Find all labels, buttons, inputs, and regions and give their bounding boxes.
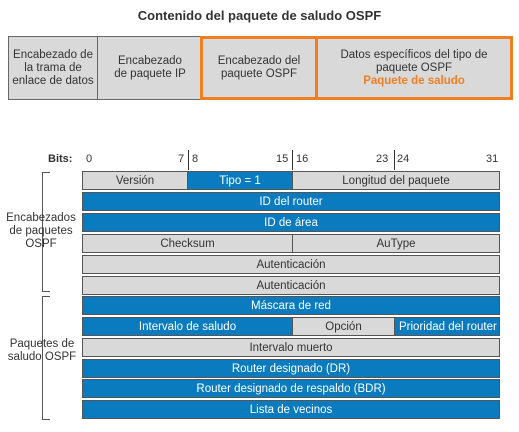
- bit-23: 23: [376, 153, 389, 165]
- ospf-header-box: Encabezado del paquete OSPF: [200, 36, 318, 100]
- bit-0: 0: [86, 153, 93, 165]
- bit-divider-16: [292, 150, 293, 170]
- bit-24: 24: [397, 153, 410, 165]
- router-id-field: ID del router: [82, 192, 500, 211]
- neighbor-list-field: Lista de vecinos: [82, 400, 500, 419]
- bit-16: 16: [296, 153, 309, 165]
- netmask-field: Máscara de red: [82, 296, 500, 315]
- bit-divider-24: [394, 150, 395, 170]
- backup-designated-router-field: Router designado de respaldo (BDR): [82, 379, 500, 398]
- bit-8: 8: [192, 153, 199, 165]
- area-id-field: ID de área: [82, 213, 500, 232]
- frame-header-box: Encabezado de la trama de enlace de datos: [8, 36, 98, 100]
- authentication-field-2: Autenticación: [82, 276, 500, 295]
- ospf-data-box: [315, 36, 513, 100]
- packet-length-field: Longitud del paquete: [292, 171, 500, 190]
- ip-header-box: Encabezado de paquete IP: [97, 36, 203, 100]
- checksum-field: Checksum: [82, 234, 293, 253]
- version-field: Versión: [82, 171, 188, 190]
- ospf-data-label: Datos específicos del tipo de paquete OSPF: [340, 48, 488, 74]
- autype-field: AuType: [292, 234, 500, 253]
- hello-packets-label: Paquetes de saludo OSPF: [7, 338, 77, 363]
- bits-label: Bits:: [48, 153, 73, 165]
- bit-divider-8: [188, 150, 189, 170]
- option-field: Opción: [292, 317, 395, 336]
- ospf-headers-label: Encabezados de paquetes OSPF: [6, 212, 76, 250]
- router-priority-field: Prioridad del router: [394, 317, 500, 336]
- diagram-title: Contenido del paquete de saludo OSPF: [137, 8, 382, 23]
- bit-7: 7: [178, 153, 185, 165]
- bit-31: 31: [486, 153, 499, 165]
- dead-interval-field: Intervalo muerto: [82, 338, 500, 357]
- bit-15: 15: [276, 153, 289, 165]
- hello-interval-field: Intervalo de saludo: [82, 317, 293, 336]
- hello-packet-note: Paquete de saludo: [363, 74, 465, 87]
- designated-router-field: Router designado (DR): [82, 359, 500, 378]
- authentication-field-1: Autenticación: [82, 255, 500, 274]
- type-field: Tipo = 1: [187, 171, 293, 190]
